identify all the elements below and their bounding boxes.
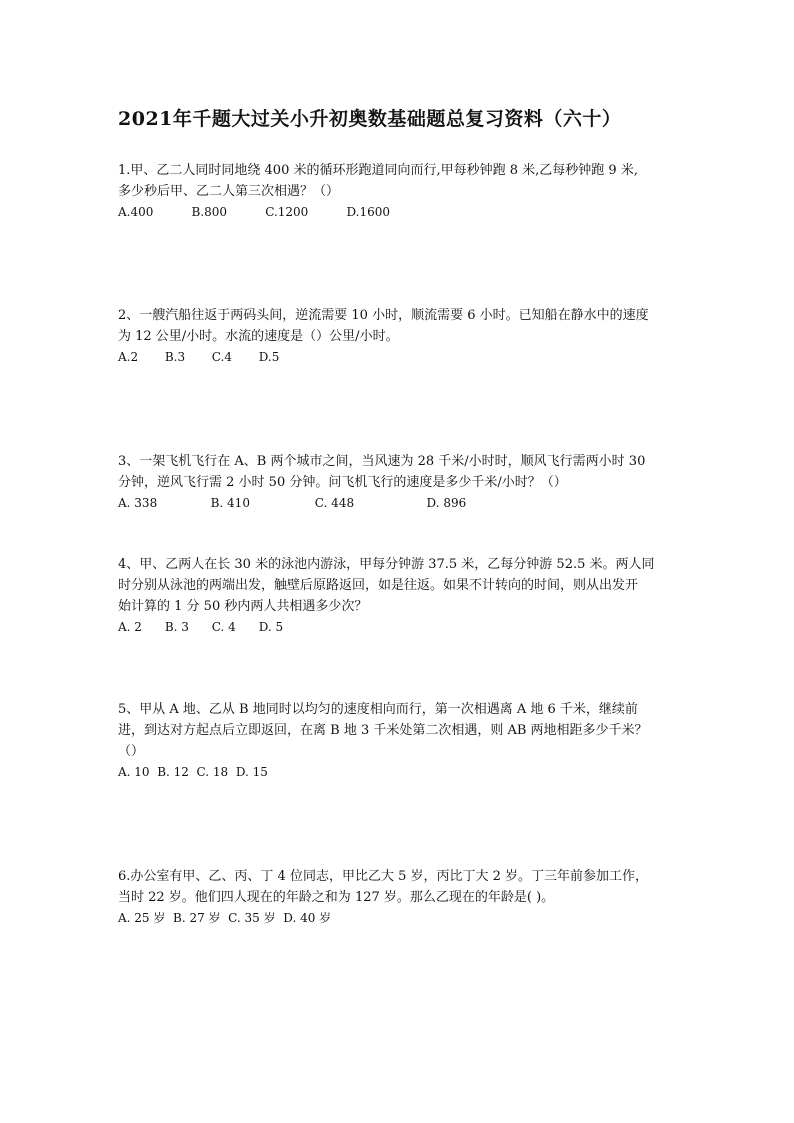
question-4: [118, 554, 688, 637]
question-5: [118, 699, 688, 782]
question-1: [118, 160, 688, 222]
question-3-line-2: 分钟，逆风飞行需 2 小时 50 分钟。问飞机飞行的速度是多少千米/小时？（）: [118, 475, 567, 490]
question-6: [118, 866, 688, 928]
question-2-line-2: 为 12 公里/小时。水流的速度是（）公里/小时。: [118, 329, 399, 344]
question-3-options: A. 338 B. 410 C. 448 D. 896: [118, 496, 467, 510]
question-3-line-1: 3、一架飞机飞行在 A、B 两个城市之间，当风速为 28 千米/小时时，顺风飞行需两小时 30: [118, 454, 646, 469]
question-5-options: A. 10 B. 12 C. 18 D. 15: [118, 765, 268, 779]
question-4-line-1: 4、甲、乙两人在长 30 米的泳池内游泳，甲每分钟游 37.5 米，乙每分钟游 52.5 米。两人同: [118, 557, 655, 572]
question-5-line-2: 进，到达对方起点后立即返回，在离 B 地 3 千米处第二次相遇，则 AB 两地相距多少千米？: [118, 723, 648, 738]
question-1-line-1: 1.甲、乙二人同时同地绕 400 米的循环形跑道同向而行,甲每秒钟跑 8 米,乙每秒钟跑 9 米,: [118, 163, 638, 178]
question-1-line-2: 多少秒后甲、乙二人第三次相遇？（）: [118, 184, 340, 199]
question-5-line-3: （）: [118, 744, 145, 759]
question-3: [118, 451, 688, 513]
question-6-line-2: 当时 22 岁。他们四人现在的年龄之和为 127 岁。那么乙现在的年龄是( )。: [118, 890, 555, 905]
question-1-options: A.400 B.800 C.1200 D.1600: [118, 205, 391, 219]
page-title: 2021年千题大过关小升初奥数基础题总复习资料（六十）: [118, 108, 622, 130]
question-6-options: A. 25 岁 B. 27 岁 C. 35 岁 D. 40 岁: [118, 911, 332, 925]
question-4-options: A. 2 B. 3 C. 4 D. 5: [118, 620, 284, 634]
question-2: [118, 305, 688, 367]
question-6-line-1: 6.办公室有甲、乙、丙、丁 4 位同志，甲比乙大 5 岁，丙比丁大 2 岁。丁三年前参加工作，: [118, 869, 649, 884]
question-2-options: A.2 B.3 C.4 D.5: [118, 350, 280, 364]
question-4-line-3: 始计算的 1 分 50 秒内两人共相遇多少次？: [118, 599, 368, 614]
question-5-line-1: 5、甲从 A 地、乙从 B 地同时以均匀的速度相向而行，第一次相遇离 A 地 6 千米，继续前: [118, 702, 638, 717]
question-2-line-1: 2、一艘汽船往返于两码头间，逆流需要 10 小时，顺流需要 6 小时。已知船在静水中的速度: [118, 308, 649, 323]
question-4-line-2: 时分别从泳池的两端出发，触壁后原路返回，如是往返。如果不计转向的时间，则从出发开: [118, 578, 639, 593]
